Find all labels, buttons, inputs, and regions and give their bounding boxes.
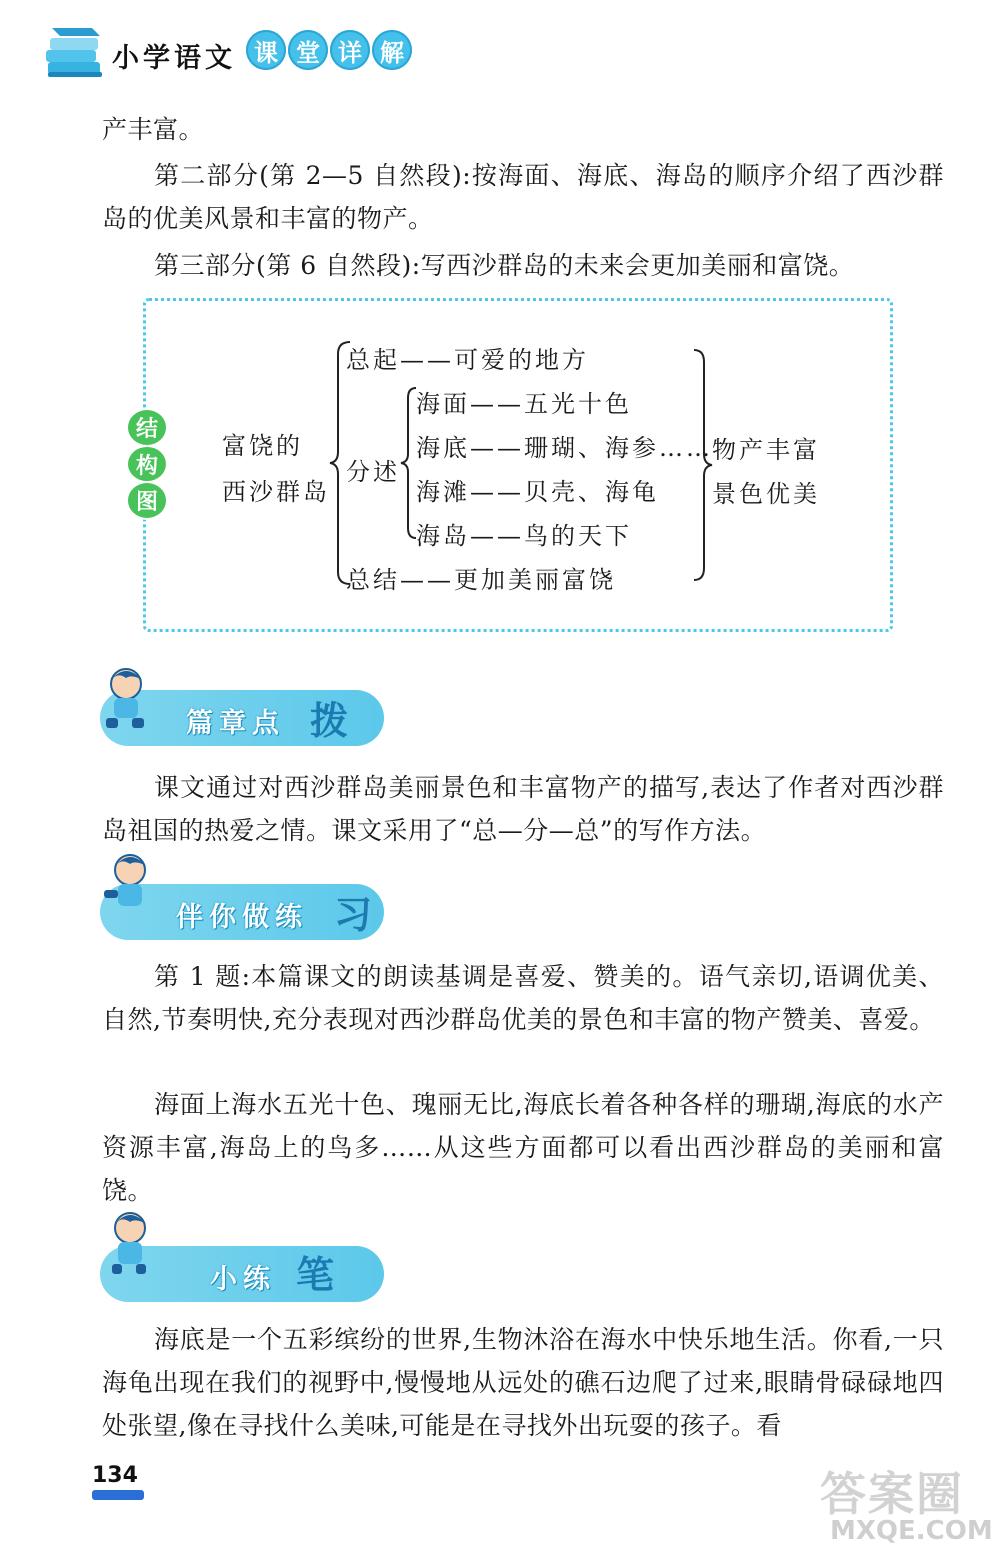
header-pill: 堂 — [288, 30, 328, 70]
watermark-url: MXQE.COM — [830, 1516, 993, 1546]
badge-char: 构 — [126, 445, 168, 484]
watermark-logo: 答案圈 — [820, 1467, 964, 1521]
section-title-writing-big: 笔 — [296, 1253, 335, 1297]
page-number: 134 — [92, 1463, 138, 1488]
section-title-practice: 伴你做练 — [176, 902, 308, 933]
structure-root-line2: 西沙群岛 — [222, 478, 330, 506]
section2-p2: 海面上海水五光十色、瑰丽无比,海底长着各种各样的珊瑚,海底的水产资源丰富,海岛上的鸟多……从这些方面都可以看出西沙群岛的美丽和富饶。 — [102, 1090, 944, 1205]
structure-item-beach: 海滩——贝壳、海龟 — [416, 478, 659, 506]
section-title-analysis-big: 拨 — [310, 699, 349, 743]
header-title: 小学语文 — [112, 43, 236, 74]
header-pill: 详 — [330, 30, 370, 70]
header-pills — [246, 30, 412, 70]
intro-line-tail: 产丰富。 — [102, 115, 205, 144]
structure-item-sea-surface: 海面——五光十色 — [416, 390, 632, 418]
section3-text: 海底是一个五彩缤纷的世界,生物沐浴在海水中快乐地生活。你看,一只海龟出现在我们的视野中,慢慢地从远处的礁石边爬了过来,眼睛骨碌碌地四处张望,像在寻找什么美味,可能是在寻找外出玩耍的孩子。看 — [102, 1325, 944, 1440]
section-title-writing: 小练 — [210, 1264, 276, 1295]
structure-intro-item: 总起——可爱的地方 — [346, 346, 589, 374]
section2-p1: 第 1 题:本篇课文的朗读基调是喜爱、赞美的。语气亲切,语调优美、自然,节奏明快,充分表现对西沙群岛优美的景色和丰富的物产赞美、喜爱。 — [102, 962, 944, 1034]
structure-root-line1: 富饶的 — [222, 432, 303, 460]
badge-char: 结 — [126, 408, 168, 447]
section-title-practice-big: 习 — [334, 893, 373, 937]
kid-icon — [96, 850, 166, 920]
intro-part3: 第三部分(第 6 自然段):写西沙群岛的未来会更加美丽和富饶。 — [154, 251, 855, 280]
structure-summary-item: 总结——更加美丽富饶 — [346, 566, 616, 594]
section-title-analysis: 篇章点 — [186, 708, 285, 739]
structure-split-label: 分述 — [346, 458, 400, 486]
badge-char: 图 — [126, 481, 168, 520]
structure-item-seabed: 海底——珊瑚、海参…… — [416, 434, 713, 462]
header-pill: 解 — [372, 30, 412, 70]
structure-right-line2: 景色优美 — [712, 480, 820, 508]
structure-item-island: 海岛——鸟的天下 — [416, 522, 632, 550]
section1-text: 课文通过对西沙群岛美丽景色和丰富物产的描写,表达了作者对西沙群岛祖国的热爱之情。课文采用了“总—分—总”的写作方法。 — [102, 773, 944, 845]
books-icon — [42, 22, 106, 84]
kid-icon — [96, 1208, 166, 1278]
structure-badge — [126, 408, 168, 518]
intro-part2: 第二部分(第 2—5 自然段):按海面、海底、海岛的顺序介绍了西沙群岛的优美风景和丰富的物产。 — [102, 161, 944, 233]
right-brace — [690, 346, 716, 584]
structure-right-line1: 物产丰富 — [712, 436, 820, 464]
page-number-bar — [92, 1490, 144, 1500]
kid-icon — [92, 664, 162, 734]
header-pill: 课 — [246, 30, 286, 70]
